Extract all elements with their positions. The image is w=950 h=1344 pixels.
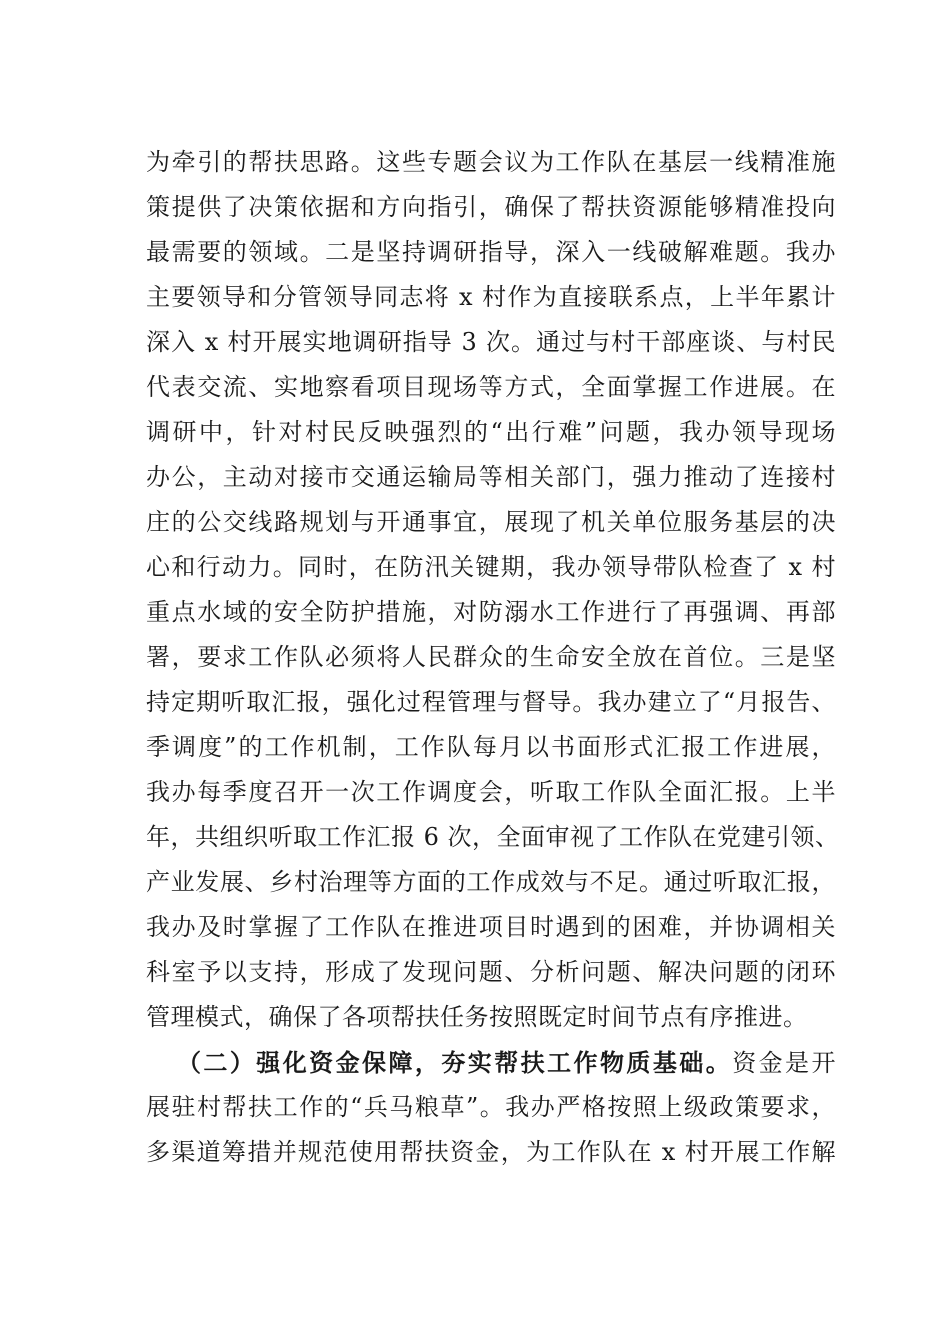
paragraph-line-8: 办公，主动对接市交通运输局等相关部门，强力推动了连接村 [146,463,836,491]
paragraph-line-15: 我办每季度召开一次工作调度会，听取工作队全面汇报。上半 [146,778,836,806]
paragraph-line-11: 重点水域的安全防护措施，对防溺水工作进行了再强调、再部 [146,598,836,626]
paragraph-line-16: 年，共组织听取工作汇报 6 次，全面审视了工作队在党建引领、 [146,823,840,851]
paragraph-line-19: 科室予以支持，形成了发现问题、分析问题、解决问题的闭环 [146,958,836,986]
section-line-3: 多渠道筹措并规范使用帮扶资金，为工作队在 x 村开展工作解 [146,1138,836,1166]
section-heading: （二）强化资金保障，夯实帮扶工作物质基础。 [177,1048,733,1077]
paragraph-line-18: 我办及时掌握了工作队在推进项目时遇到的困难，并协调相关 [146,913,836,941]
paragraph-line-13: 持定期听取汇报，强化过程管理与督导。我办建立了“月报告、 [146,688,836,716]
paragraph-line-10: 心和行动力。同时，在防汛关键期，我办领导带队检查了 x 村 [146,553,836,581]
paragraph-line-6: 代表交流、实地察看项目现场等方式，全面掌握工作进展。在 [146,373,836,401]
paragraph-line-4: 主要领导和分管领导同志将 x 村作为直接联系点，上半年累计 [146,283,836,311]
paragraph-line-12: 署，要求工作队必须将人民群众的生命安全放在首位。三是坚 [146,643,836,671]
section-first-line-rest: 资金是开 [732,1049,836,1077]
section-heading-line [146,1040,836,1085]
paragraph-line-3: 最需要的领域。二是坚持调研指导，深入一线破解难题。我办 [146,238,836,266]
body-text [146,140,840,1175]
paragraph-line-5: 深入 x 村开展实地调研指导 3 次。通过与村干部座谈、与村民 [146,328,836,356]
paragraph-line-14: 季调度”的工作机制，工作队每月以书面形式汇报工作进展， [146,733,836,761]
paragraph-line-17: 产业发展、乡村治理等方面的工作成效与不足。通过听取汇报， [146,868,836,896]
paragraph-line-7: 调研中，针对村民反映强烈的“出行难”问题，我办领导现场 [146,418,836,446]
section-line-2: 展驻村帮扶工作的“兵马粮草”。我办严格按照上级政策要求， [146,1093,836,1121]
paragraph-line-1: 为牵引的帮扶思路。这些专题会议为工作队在基层一线精准施 [146,148,836,176]
paragraph-line-9: 庄的公交线路规划与开通事宜，展现了机关单位服务基层的决 [146,508,836,536]
paragraph-line-20: 管理模式，确保了各项帮扶任务按照既定时间节点有序推进。 [146,1003,808,1031]
paragraph-line-2: 策提供了决策依据和方向指引，确保了帮扶资源能够精准投向 [146,193,836,221]
